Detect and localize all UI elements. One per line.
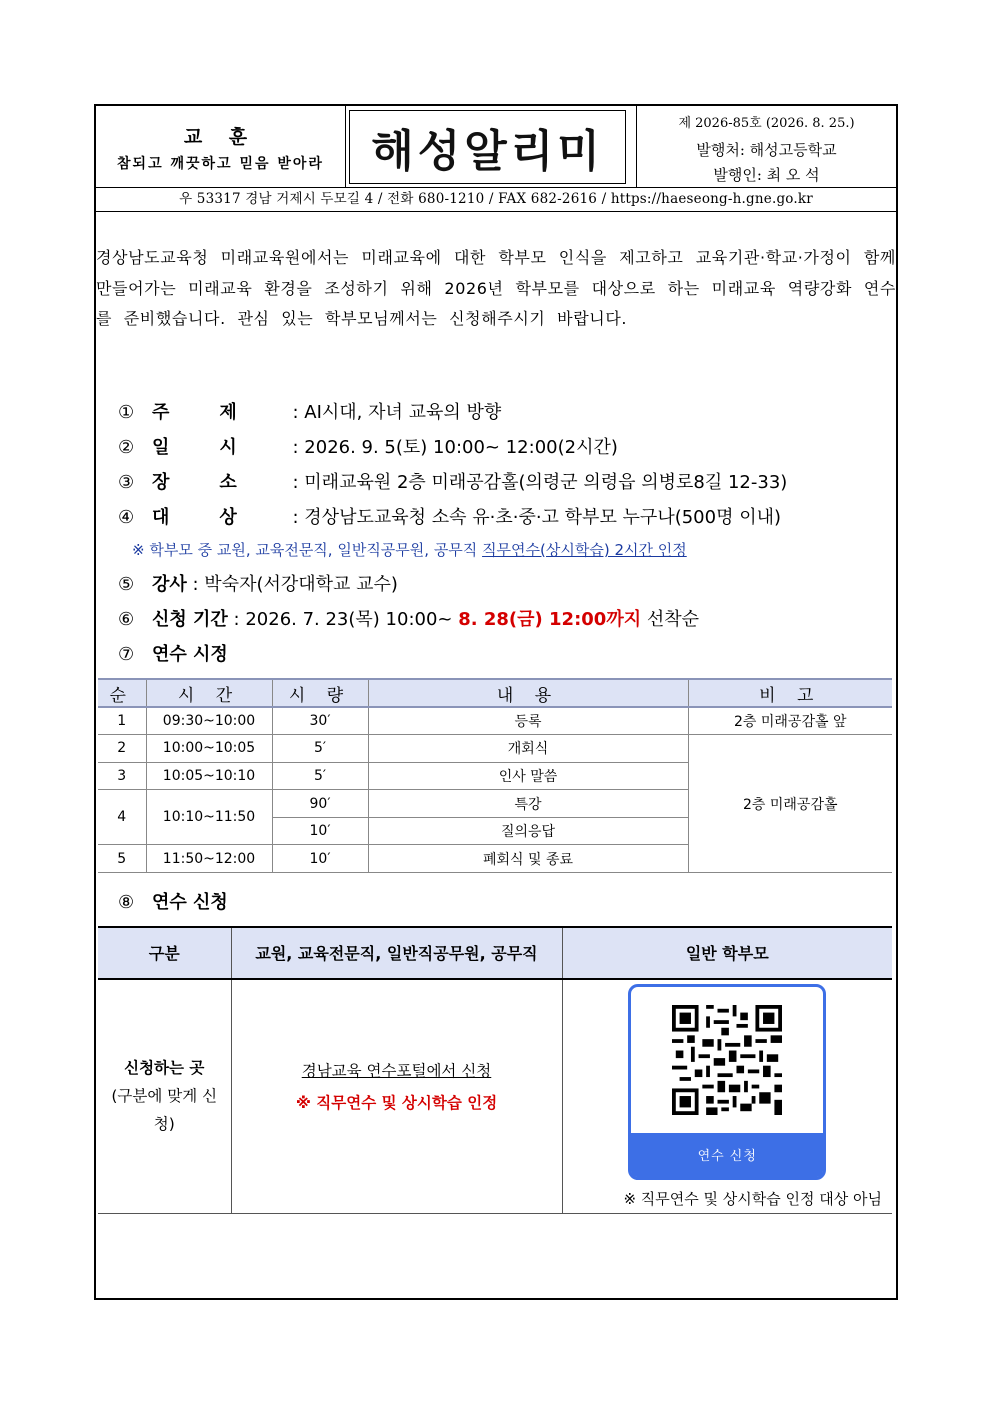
- item-text: : 2026. 9. 5(토) 10:00~ 12:00(2시간): [286, 437, 618, 458]
- cell-note: 2층 미래공감홀 앞: [688, 707, 892, 735]
- school-address: 우 53317 경남 거제시 두모길 4 / 전화 680-1210 / FAX 682-2616 / https://haeseong-h.gne.go.kr: [96, 188, 896, 212]
- newsletter-header: [96, 106, 896, 188]
- item-number: ④: [118, 507, 135, 528]
- cell-time: 10:00~10:05: [146, 735, 272, 763]
- item-label: 강사: [152, 574, 187, 595]
- cell-duration: 5′: [272, 735, 368, 763]
- item-schedule-heading: [118, 640, 228, 666]
- row-label-sub: (구분에 맞게 신청): [111, 1087, 218, 1134]
- qr-apply-card[interactable]: [628, 984, 826, 1180]
- note-credit: 직무연수(상시학습) 2시간 인정: [482, 541, 687, 559]
- motto-title: 교 훈: [183, 126, 258, 148]
- item-label: 일시: [152, 437, 287, 458]
- cell-content: 질의응답: [368, 817, 688, 845]
- cell-duration: 10′: [272, 845, 368, 873]
- item-apply-heading: [118, 888, 228, 914]
- item-label: 주제: [152, 402, 287, 423]
- cell-duration: 90′: [272, 790, 368, 818]
- item-label: 신청 기간: [152, 609, 228, 630]
- cell-content: 특강: [368, 790, 688, 818]
- item-label: 대상: [152, 507, 287, 528]
- item-period: [118, 605, 699, 631]
- newsletter-page: [94, 104, 898, 1300]
- parent-note: ※ 직무연수 및 상시학습 인정 대상 아님: [623, 1189, 882, 1208]
- issuer: 발행인: 최 오 석: [713, 166, 820, 184]
- parent-apply-cell: [562, 979, 892, 1213]
- cell-content: 등록: [368, 707, 688, 735]
- portal-apply-link[interactable]: 경남교육 연수포털에서 신청: [301, 1062, 492, 1081]
- item-text: : AI시대, 자녀 교육의 방향: [286, 402, 502, 423]
- cell-no: 3: [98, 762, 146, 790]
- cell-no: 5: [98, 845, 146, 873]
- item-number: ③: [118, 472, 135, 493]
- cell-duration: 10′: [272, 817, 368, 845]
- column-header: 구분: [98, 927, 231, 979]
- table-row: [98, 707, 892, 735]
- row-label-cell: [98, 979, 231, 1213]
- column-header: 교원, 교육전문직, 일반직공무원, 공무직: [231, 927, 562, 979]
- item-number: ⑥: [118, 609, 135, 630]
- cell-time: 11:50~12:00: [146, 845, 272, 873]
- cell-content: 개회식: [368, 735, 688, 763]
- item-suffix: 선착순: [641, 609, 699, 630]
- item-datetime: [118, 433, 618, 459]
- item-number: ⑦: [118, 644, 135, 665]
- item-label: 장소: [152, 472, 287, 493]
- cell-time: 09:30~10:00: [146, 707, 272, 735]
- item-place: [118, 468, 787, 494]
- school-motto: [96, 106, 346, 188]
- intro-paragraph: 경상남도교육청 미래교육원에서는 미래교육에 대한 학부모 인식을 제고하고 교육기관·학교·가정이 함께 만들어가는 미래교육 환경을 조성하기 위해 2026년 학부모를 대상으로 하는 미래교육 역량강화 연수를 준비했습니다. 관심 있는 학부모님께서는 신청해주시기 바랍니다.: [96, 248, 896, 328]
- issue-number: 제 2026-85호 (2026. 8. 25.): [678, 116, 855, 131]
- publication-info: [636, 106, 896, 188]
- item-text: : 미래교육원 2층 미래공감홀(의령군 의령읍 의병로8길 12-33): [286, 472, 788, 493]
- column-header: 일반 학부모: [562, 927, 892, 979]
- row-label: 신청하는 곳: [124, 1059, 205, 1078]
- note-prefix: ※ 학부모 중 교원, 교육전문직, 일반직공무원, 공무직: [132, 541, 483, 559]
- item-topic: [118, 398, 501, 424]
- cell-no: 2: [98, 735, 146, 763]
- item-text: : 박숙자(서강대학교 교수): [186, 574, 398, 595]
- cell-no: 1: [98, 707, 146, 735]
- staff-credit-note: ※ 직무연수 및 상시학습 인정: [295, 1094, 498, 1113]
- table-header-row: [98, 927, 892, 979]
- item-target: [118, 503, 781, 529]
- schedule-table: [98, 678, 892, 873]
- cell-content: 인사 말씀: [368, 762, 688, 790]
- table-row: [98, 979, 892, 1213]
- qr-apply-button[interactable]: 연수 신청: [631, 1133, 823, 1177]
- column-header: 시 량: [272, 679, 368, 707]
- column-header: 내 용: [368, 679, 688, 707]
- qr-code-icon: [657, 1005, 797, 1115]
- cell-no: 4: [98, 790, 146, 845]
- motto-text: 참되고 깨끗하고 믿음 받아라: [117, 156, 324, 172]
- item-lecturer: [118, 570, 398, 596]
- item-number: ①: [118, 402, 135, 423]
- column-header: 시 간: [146, 679, 272, 707]
- publisher: 발행처: 해성고등학교: [696, 141, 837, 159]
- column-header: 비 고: [688, 679, 892, 707]
- deadline: 8. 28(금) 12:00까지: [458, 609, 642, 630]
- staff-apply-cell: [231, 979, 562, 1213]
- cell-content: 폐회식 및 종료: [368, 845, 688, 873]
- item-number: ②: [118, 437, 135, 458]
- item-text: : 경상남도교육청 소속 유·초·중·고 학부모 누구나(500명 이내): [286, 507, 781, 528]
- cell-duration: 30′: [272, 707, 368, 735]
- application-table: [98, 926, 892, 1214]
- cell-time: 10:05~10:10: [146, 762, 272, 790]
- cell-time: 10:10~11:50: [146, 790, 272, 845]
- column-header: 순: [98, 679, 146, 707]
- target-note: [132, 539, 687, 560]
- item-number: ⑧: [118, 892, 135, 913]
- cell-note-merged: 2층 미래공감홀: [688, 735, 892, 873]
- item-label: 연수 시정: [152, 644, 228, 665]
- table-header-row: [98, 679, 892, 707]
- newsletter-title: 해성알리미: [349, 110, 626, 184]
- item-label: 연수 신청: [152, 892, 228, 913]
- item-number: ⑤: [118, 574, 135, 595]
- item-text: : 2026. 7. 23(목) 10:00~: [227, 609, 459, 630]
- cell-duration: 5′: [272, 762, 368, 790]
- table-row: [98, 735, 892, 763]
